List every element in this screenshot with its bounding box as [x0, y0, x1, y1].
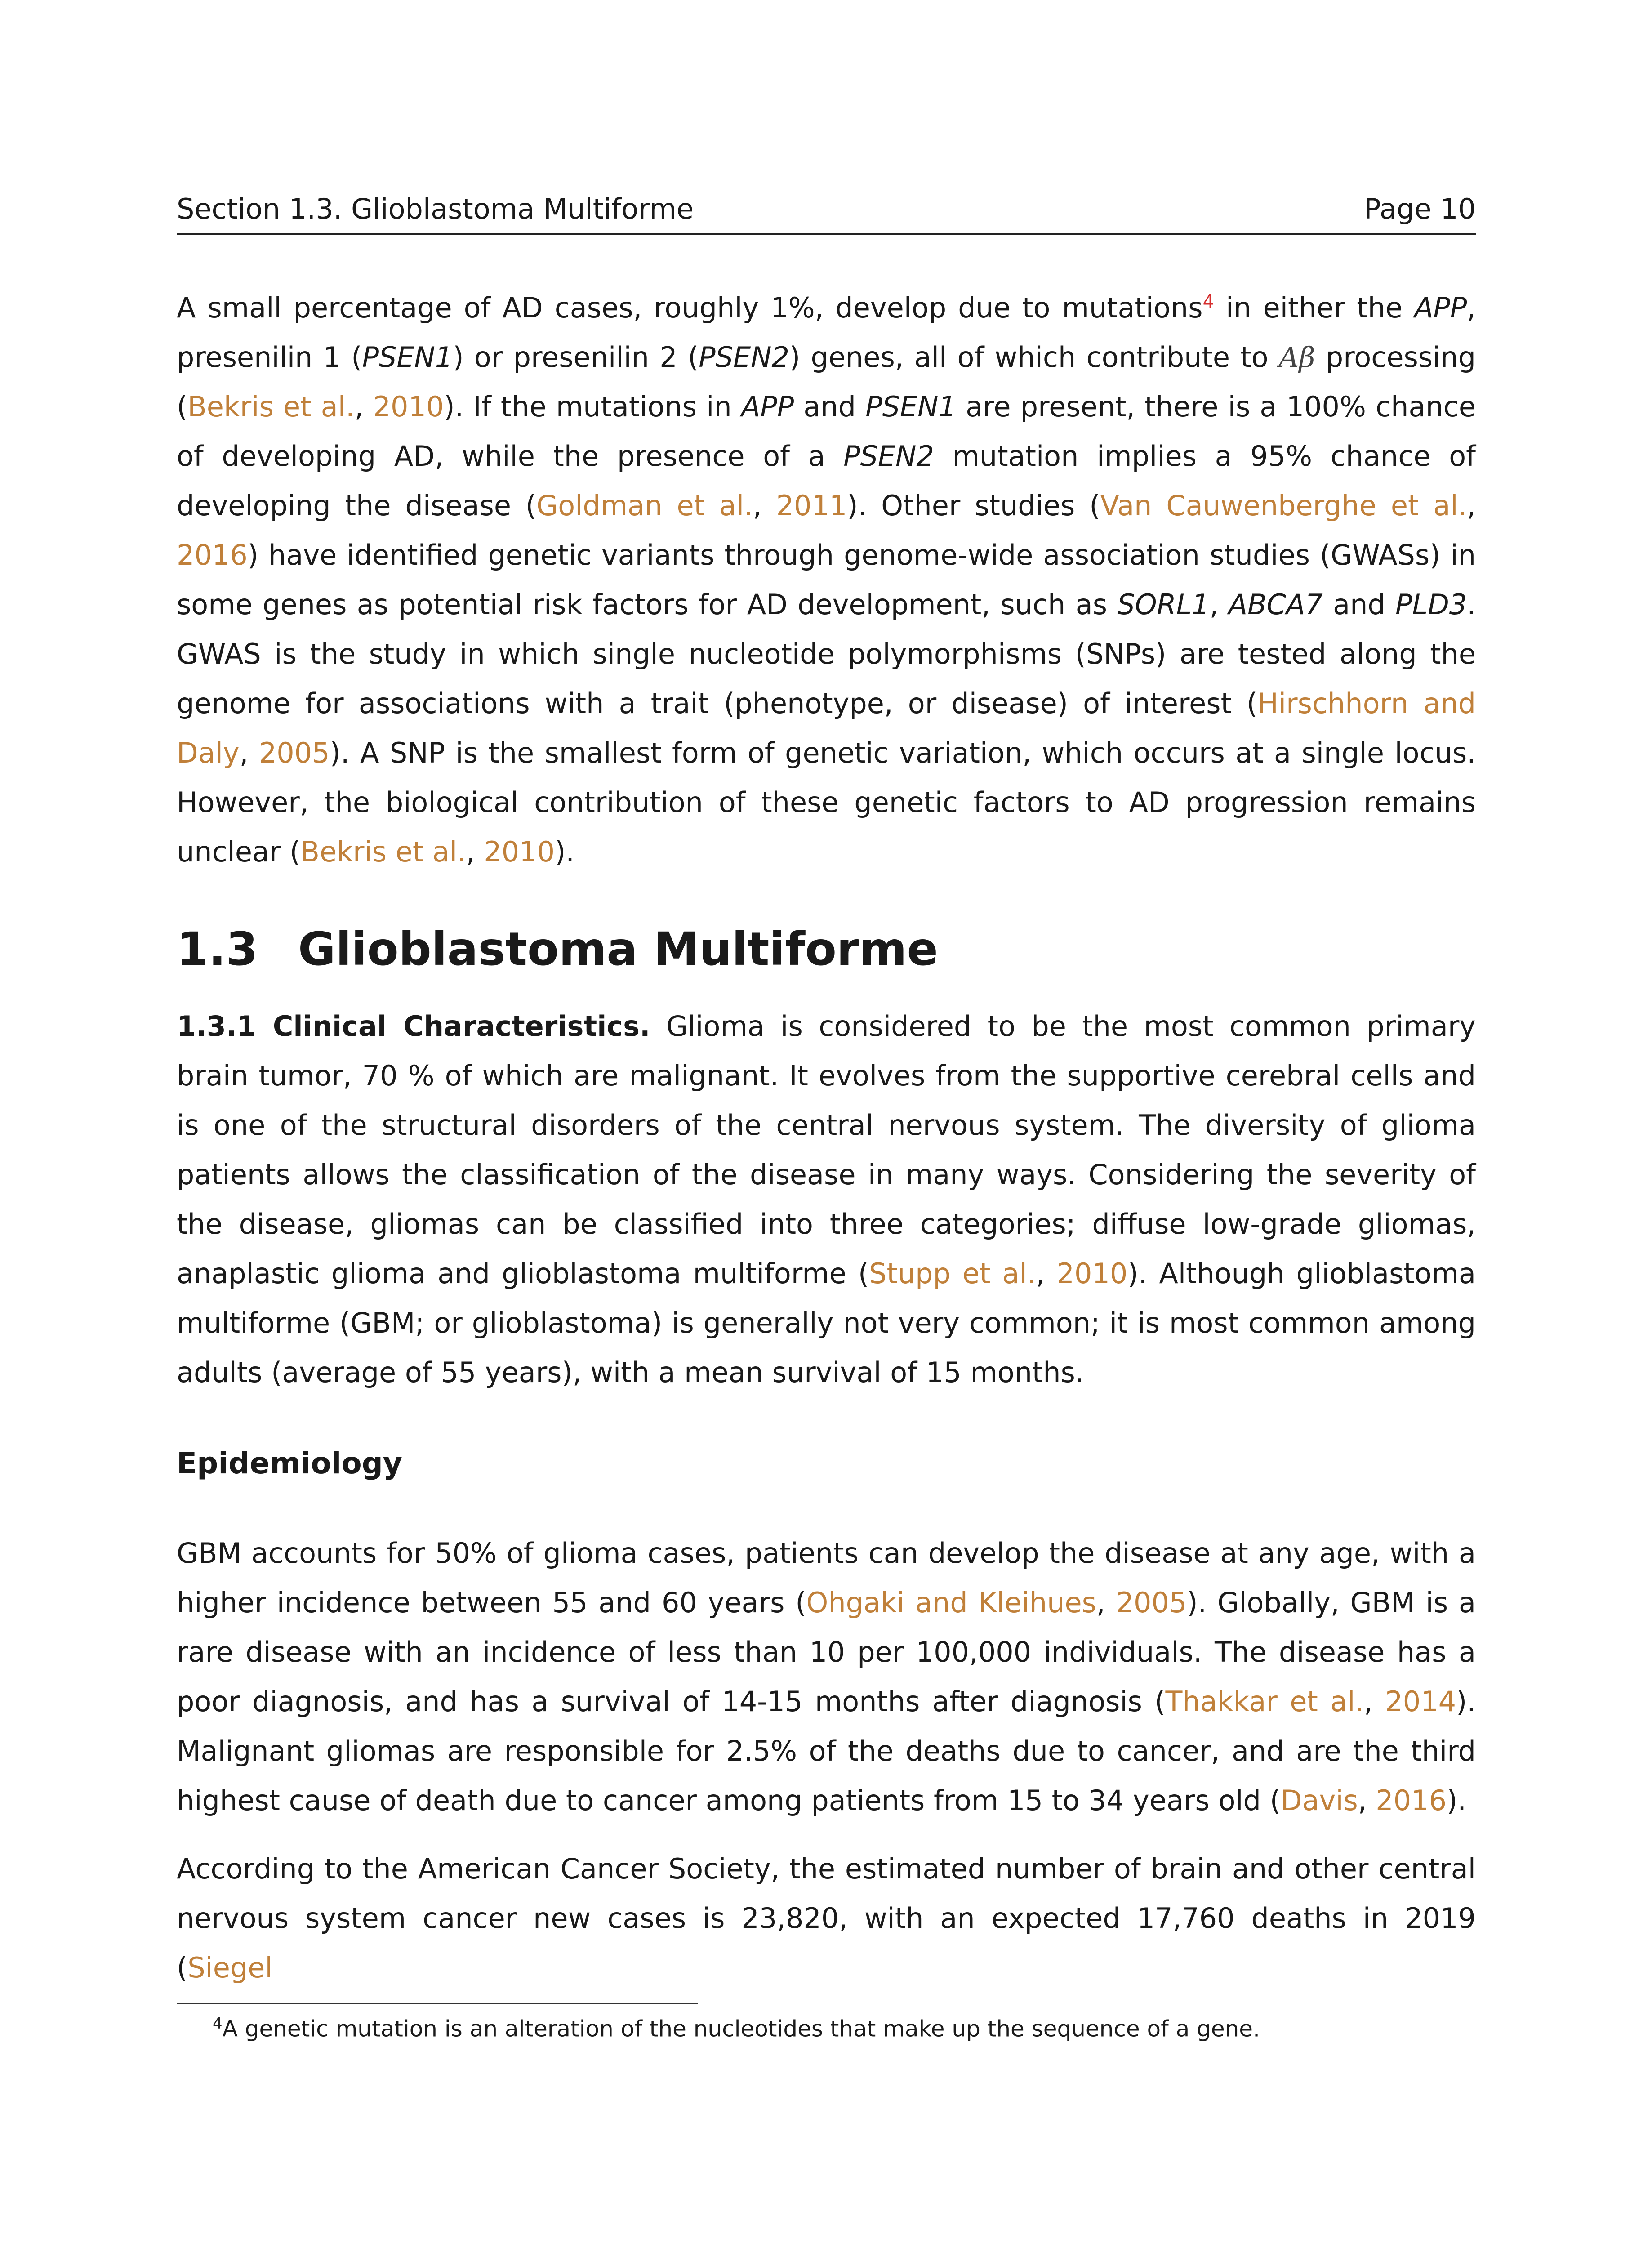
gene-name: PSEN1 [865, 390, 956, 423]
citation-link[interactable]: Goldman et al. [536, 489, 753, 522]
citation-link[interactable]: Thakkar et al. [1165, 1685, 1364, 1718]
document-page [177, 189, 1476, 2047]
footnote-marker[interactable]: 4 [1202, 291, 1214, 312]
citation-link[interactable]: Ohgaki and Kleihues [806, 1586, 1096, 1619]
citation-year-link[interactable]: 2014 [1385, 1685, 1456, 1718]
citation-year-link[interactable]: 2005 [258, 736, 330, 769]
footnote [177, 2006, 1476, 2047]
gene-name: APP [741, 390, 794, 423]
section-title: Glioblastoma Multiforme [298, 923, 938, 976]
citation-year-link[interactable]: 2010 [1056, 1257, 1128, 1290]
citation-year-link[interactable]: 2010 [484, 835, 555, 868]
gene-name: PSEN2 [843, 440, 934, 473]
citation-link[interactable]: Davis [1280, 1784, 1358, 1817]
footnote-text: A genetic mutation is an alteration of the nucleotides that make up the sequence of a gene. [222, 2016, 1260, 2042]
citation-link[interactable]: Hirschhorn and Daly [177, 687, 1476, 769]
citation-link[interactable]: Bekris et al. [300, 835, 466, 868]
gene-name: PSEN2 [699, 341, 789, 374]
abeta-symbol: Aβ [1278, 341, 1315, 374]
citation-year-link[interactable]: 2016 [177, 539, 248, 571]
citation-year-link[interactable]: 2011 [776, 489, 847, 522]
epidemiology-heading: Epidemiology [177, 1446, 402, 1481]
section-number: 1.3 [177, 923, 258, 976]
paragraph-american-cancer-society: According to the American Cancer Society, the estimated number of brain and other central nervous system cancer new cases is 23,820, with an expected 17,760 deaths in 2019 (Siegel [177, 1852, 1476, 1984]
citation-link[interactable]: Bekris et al. [187, 390, 355, 423]
citation-year-link[interactable]: 2010 [373, 390, 444, 423]
gene-name: ABCA7 [1228, 588, 1323, 621]
gene-name: APP [1414, 291, 1467, 324]
citation-link[interactable]: Stupp et al. [869, 1257, 1036, 1290]
paragraph-clinical-characteristics: 1.3.1 Clinical Characteristics. Glioma is considered to be the most common primary brain tumor, 70 % of which are malignant. It evolves from the supportive cerebral cells and is one of the structural disorders of the central nervous system. The diversity of glioma patients allows the classification of the disease in many ways. Considering the severity of the disease, gliomas can be classified into three categories; diffuse low-grade gliomas, anaplastic glioma and glioblastoma multiforme (Stupp et al., 2010). Although glioblastoma multiforme (GBM; or glioblastoma) is generally not very common; it is most common among adults (average of 55 years), with a mean survival of 15 months. [177, 1010, 1476, 1389]
gene-name: SORL1 [1117, 588, 1210, 621]
gene-name: PSEN1 [362, 341, 453, 374]
paragraph-ad-genetics: A small percentage of AD cases, roughly 1%, develop due to mutations$^4$ in either the APP, presenilin 1 (PSEN1) or presenilin 2 (PSEN2) genes, all of which contribute to Aβ processing (Bekris et al., 2010). If the mutations in APP and PSEN1 are present, there is a 100% chance of developing AD, while the presence of a PSEN2 mutation implies a 95% chance of developing the disease (Goldman et al., 2011). Other studies (Van Cauwenberghe et al., 2016) have identified genetic variants through genome-wide association studies (GWASs) in some genes as potential risk factors for AD development, such as SORL1, ABCA7 and PLD3. GWAS is the study in which single nucleotide polymorphisms (SNPs) are tested along the genome for associations with a trait (phenotype, or disease) of interest (Hirschhorn and Daly, 2005). A SNP is the smallest form of genetic variation, which occurs at a single locus. However, the biological contribution of these genetic factors to AD progression remains unclear (Bekris et al., 2010). [177, 291, 1476, 868]
citation-year-link[interactable]: 2016 [1376, 1784, 1447, 1817]
footnote-number: 4 [213, 2015, 223, 2033]
citation-link[interactable]: Van Cauwenberghe et al. [1100, 489, 1467, 522]
gene-name: PLD3 [1395, 588, 1467, 621]
citation-year-link[interactable]: 2005 [1116, 1586, 1187, 1619]
header-page-number: Page 10 [1364, 192, 1476, 225]
paragraph-epidemiology: GBM accounts for 50% of glioma cases, patients can develop the disease at any age, with a higher incidence between 55 and 60 years (Ohgaki and Kleihues, 2005). Globally, GBM is a rare disease with an incidence of less than 10 per 100,000 individuals. The disease has a poor diagnosis, and has a survival of 14-15 months after diagnosis (Thakkar et al., 2014). Malignant gliomas are responsible for 2.5% of the deaths due to cancer, and are the third highest cause of death due to cancer among patients from 15 to 34 years old (Davis, 2016). [177, 1537, 1476, 1817]
running-header [177, 189, 1476, 235]
section-heading [177, 918, 1476, 981]
citation-link[interactable]: Siegel [187, 1951, 273, 1984]
subsection-heading: 1.3.1 Clinical Characteristics. [177, 1010, 650, 1043]
footnote-rule [177, 2003, 698, 2004]
header-section-title: Section 1.3. Glioblastoma Multiforme [177, 192, 694, 225]
